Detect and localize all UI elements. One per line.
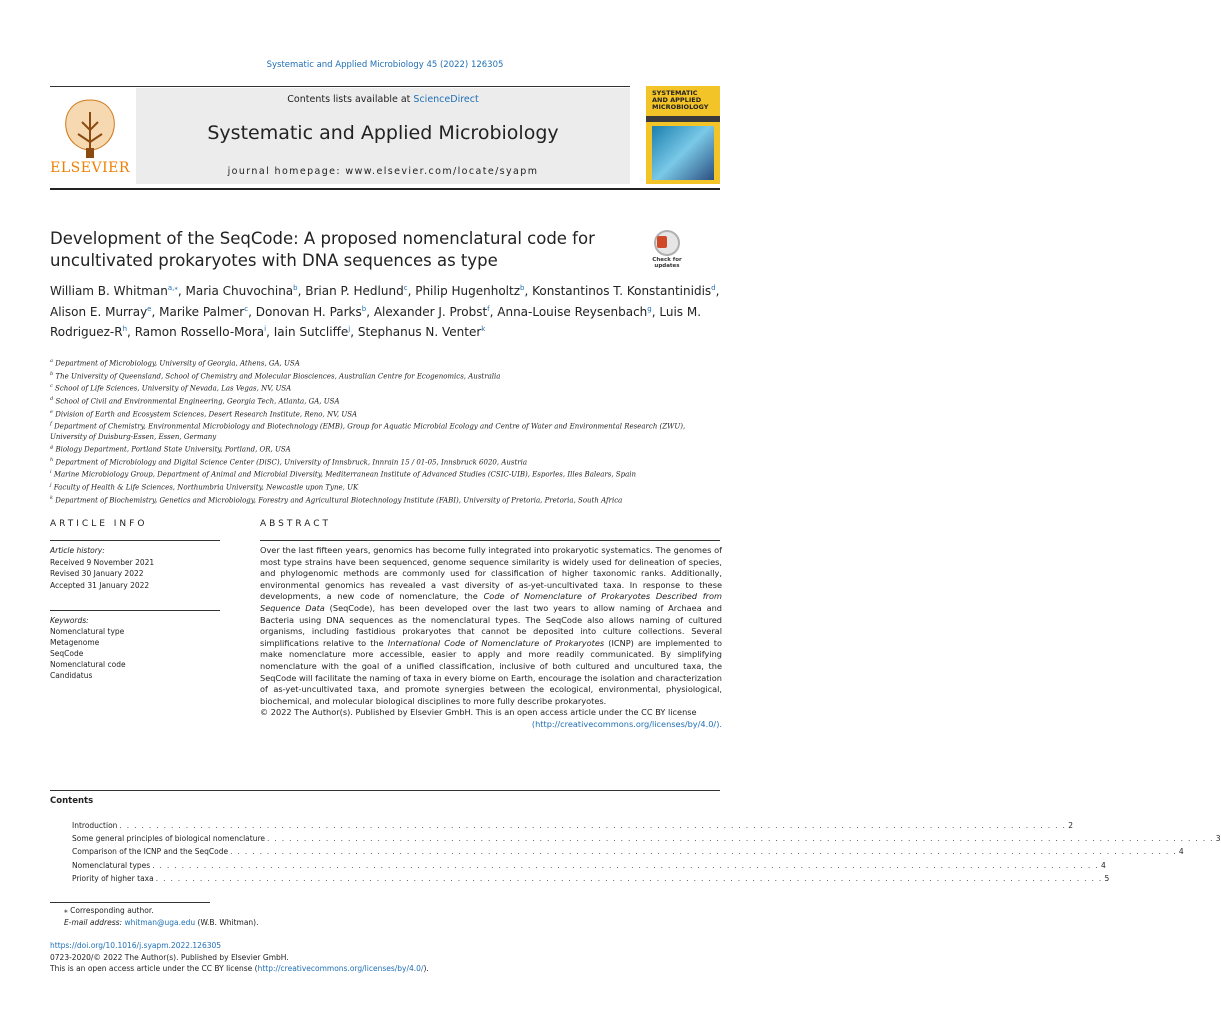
keywords-rule bbox=[50, 610, 220, 611]
toc-page: 4 bbox=[1100, 860, 1106, 870]
affiliation-text: The University of Queensland, School of Chemistry and Molecular Biosciences, Australian Centre for Ecogenomics, Australia bbox=[55, 371, 501, 380]
toc-page: 5 bbox=[1104, 873, 1110, 883]
keywords-label: Keywords: bbox=[50, 616, 89, 625]
toc-leader: . . . . . . . . . . . . . . . . . . . . . . . . . . . . . . . . . . . . . . . . . . . . . . . . . . . . . . . . . . . . . . . . . . . . . . . . . . . . . . . . . . . . . . . . . . . . . . . . . . . . . . . . . . . . . . . . . . . . . . . . . . . . . . . . . bbox=[119, 821, 1067, 830]
affiliation bbox=[50, 419, 720, 442]
toc-page: 2 bbox=[1068, 821, 1073, 830]
cover-title-line-1: SYSTEMATIC bbox=[652, 89, 698, 97]
abstract-code-name-1: Code of Nomenclature of Prokaryotes Described from Sequence Data bbox=[260, 591, 723, 613]
author-affiliation-mark[interactable]: k bbox=[481, 325, 486, 333]
homepage-url[interactable]: www.elsevier.com/locate/syapm bbox=[345, 166, 539, 177]
author-separator: , bbox=[524, 284, 533, 298]
author-name[interactable]: Alexander J. Probst bbox=[373, 304, 488, 319]
toc-title: Priority of higher taxa bbox=[72, 873, 154, 883]
author-affiliation-mark[interactable]: b bbox=[520, 284, 525, 292]
author-affiliation-mark[interactable]: i bbox=[264, 325, 267, 333]
email-link[interactable]: whitman@uga.edu bbox=[124, 917, 196, 927]
affiliation-text: School of Civil and Environmental Engineering, Georgia Tech, Atlanta, GA, USA bbox=[55, 397, 340, 406]
abstract-code-name-2: International Code of Nomenclature of Prokaryotes bbox=[387, 637, 605, 648]
masthead-rule bbox=[50, 188, 720, 190]
keywords-block bbox=[50, 615, 220, 681]
affiliation-text: Marine Microbiology Group, Department of Animal and Microbial Diversity, Mediterranean Institute of Advanced Studies (CSIC-UIB), Esporles, Illes Balears, Spain bbox=[53, 470, 637, 479]
affiliation-key: f bbox=[50, 421, 52, 428]
top-rule bbox=[50, 86, 630, 87]
affiliation-text: Faculty of Health & Life Sciences, Northumbria University, Newcastle upon Tyne, UK bbox=[53, 483, 359, 492]
affiliation bbox=[50, 442, 720, 455]
author-affiliation-mark[interactable]: b bbox=[293, 284, 298, 292]
cover-stripe bbox=[646, 116, 720, 122]
footnote-mark: ⁎ bbox=[64, 906, 68, 915]
author-name[interactable]: Anna-Louise Reysenbach bbox=[497, 304, 648, 319]
footnote-rule bbox=[50, 902, 210, 903]
homepage-prefix: journal homepage: bbox=[227, 166, 346, 177]
abstract-body bbox=[260, 545, 722, 731]
toc-page: 4 bbox=[1178, 847, 1184, 857]
author-affiliation-mark[interactable]: c bbox=[244, 304, 249, 313]
affiliation-key: d bbox=[50, 395, 54, 402]
affiliation-key: k bbox=[50, 494, 54, 501]
author-name[interactable]: William B. Whitman bbox=[50, 284, 168, 298]
author-affiliation-mark[interactable]: a,⁎ bbox=[167, 284, 178, 292]
revised-date: Revised 30 January 2022 bbox=[50, 569, 144, 578]
affiliation bbox=[50, 381, 720, 394]
check-for-updates-button[interactable] bbox=[648, 230, 686, 270]
affiliation-list bbox=[50, 356, 720, 505]
abstract-copyright: © 2022 The Author(s). Published by Elsevier GmbH. This is an open access article under the CC BY license bbox=[260, 707, 697, 718]
affiliation-text: Department of Chemistry, Environmental Microbiology and Biotechnology (EMB), Group for Aquatic Microbial Ecology and Centre of Water and Environmental Research (ZWU), University of Duisburg-Essen, Essen, Germany bbox=[50, 422, 686, 441]
journal-reference[interactable]: Systematic and Applied Microbiology 45 (2022) 126305 bbox=[266, 60, 504, 70]
affiliation-key: c bbox=[50, 383, 53, 390]
author-name[interactable]: Konstantinos T. Konstantinidis bbox=[532, 284, 712, 298]
affiliation bbox=[50, 493, 720, 506]
toc-leader: . . . . . . . . . . . . . . . . . . . . . . . . . . . . . . . . . . . . . . . . . . . . . . . . . . . . . . . . . . . . . . . . . . . . . . . . . . . . . . . . . . . . . . . . . . . . . . . . . . . . . . . . . . . . . . . . . . . . . . . . . . . . . . . . . bbox=[152, 860, 1099, 870]
affiliation-text: Division of Earth and Ecosystem Sciences, Desert Research Institute, Reno, NV, USA bbox=[55, 409, 358, 418]
abstract-text-3: (ICNP) are implemented to make nomenclature more accessible, easier to apply and more readily communicated. By simplifying nomenclature with the goal of a unified classification, inclusive of both cultured and uncultured taxa, the SeqCode will facilitate the naming of taxa in every biome on Earth, encourage the isolation and characterization of as-yet-uncultivated taxa, and promote synergies between the ecological, environmental, physiological, biochemical, and molecular biological disciplines to more fully describe prokaryotes. bbox=[260, 637, 722, 706]
article-history bbox=[50, 545, 220, 591]
affiliation-key: i bbox=[50, 469, 52, 476]
affiliation-key: h bbox=[50, 456, 54, 463]
contents-heading: Contents bbox=[50, 796, 94, 806]
keyword: Metagenome bbox=[50, 638, 100, 647]
affiliation-key: e bbox=[50, 408, 53, 415]
affiliation-text: Department of Microbiology and Digital Science Center (DiSC), University of Innsbruck, Innrain 15 / 01-05, Innsbruck 6020, Austria bbox=[55, 458, 528, 466]
toc-leader: . . . . . . . . . . . . . . . . . . . . . . . . . . . . . . . . . . . . . . . . . . . . . . . . . . . . . . . . . . . . . . . . . . . . . . . . . . . . . . . . . . . . . . . . . . . . . . . . . . . . . . . . . . . . . . . . . . . . . . . . . . . . . . . . . bbox=[230, 847, 1177, 857]
author-affiliation-mark[interactable]: j bbox=[348, 325, 351, 333]
author-name[interactable]: Maria Chuvochina bbox=[185, 284, 294, 298]
affiliation bbox=[50, 407, 720, 420]
license-link[interactable]: (http://creativecommons.org/licenses/by/4.0/). bbox=[531, 718, 722, 729]
cover-title-line-3: MICROBIOLOGY bbox=[652, 103, 709, 111]
accepted-date: Accepted 31 January 2022 bbox=[50, 580, 150, 590]
author-separator: , bbox=[366, 304, 374, 319]
author-name[interactable]: Luis M. Rodriguez-R bbox=[50, 304, 702, 339]
affiliation bbox=[50, 369, 720, 382]
article-title: Development of the SeqCode: A proposed nomenclatural code for uncultivated prokaryotes with DNA sequences as type bbox=[50, 229, 595, 270]
check-updates-label: Check for updates bbox=[652, 257, 682, 269]
affiliation-key: b bbox=[50, 370, 54, 377]
cover-artwork bbox=[652, 126, 714, 180]
issn-line: 0723-2020/© 2022 The Author(s). Published by Elsevier GmbH. bbox=[50, 952, 289, 962]
author-affiliation-mark[interactable]: f bbox=[487, 304, 490, 313]
author-name[interactable]: Donovan H. Parks bbox=[255, 304, 362, 319]
author-separator: , bbox=[350, 325, 358, 339]
toc-entry[interactable] bbox=[72, 819, 1073, 832]
author-name[interactable]: Ramon Rossello-Mora bbox=[134, 325, 265, 339]
affiliation-text: School of Life Sciences, University of Nevada, Las Vegas, NV, USA bbox=[55, 384, 292, 393]
toc-title: Some general principles of biological nomenclature bbox=[72, 834, 265, 844]
author-name[interactable]: Alison E. Murray bbox=[50, 304, 148, 319]
doi-block bbox=[50, 940, 720, 975]
affiliation bbox=[50, 455, 720, 468]
affiliation-text: Department of Biochemistry, Genetics and Microbiology, Forestry and Agricultural Biotechnology Institute (FABI), University of Pretoria, Pretoria, South Africa bbox=[55, 495, 623, 504]
abstract-heading: ABSTRACT bbox=[260, 519, 332, 529]
cover-title bbox=[652, 90, 718, 111]
table-of-contents bbox=[72, 819, 1221, 885]
abstract-bottom-rule bbox=[50, 790, 720, 791]
keyword: Nomenclatural code bbox=[50, 660, 126, 669]
affiliation-text: Biology Department, Portland State University, Portland, OR, USA bbox=[55, 445, 291, 454]
author-affiliation-mark[interactable]: e bbox=[147, 304, 152, 313]
email-label: E-mail address: bbox=[64, 917, 125, 927]
toc-entry[interactable] bbox=[72, 872, 1110, 885]
toc-entry[interactable] bbox=[72, 845, 1184, 858]
oa-suffix: ). bbox=[423, 964, 429, 973]
oa-prefix: This is an open access article under the CC BY license ( bbox=[50, 964, 258, 973]
article-info-rule bbox=[50, 540, 220, 541]
author-separator: , bbox=[715, 284, 720, 298]
history-label: Article history: bbox=[50, 546, 105, 555]
affiliation bbox=[50, 394, 720, 407]
email-suffix: (W.B. Whitman). bbox=[195, 917, 259, 927]
author-list bbox=[50, 280, 720, 342]
author-separator: , bbox=[177, 284, 186, 298]
abstract-rule bbox=[260, 540, 720, 541]
publisher-name[interactable]: ELSEVIER bbox=[50, 160, 130, 176]
doi-link[interactable]: https://doi.org/10.1016/j.syapm.2022.126305 bbox=[50, 941, 222, 950]
journal-title: Systematic and Applied Microbiology bbox=[207, 122, 559, 144]
author-name[interactable]: Brian P. Hedlund bbox=[305, 284, 404, 298]
author-separator: , bbox=[248, 304, 256, 319]
toc-title: Introduction bbox=[72, 821, 118, 830]
corresponding-author-footnote bbox=[50, 905, 720, 928]
author-separator: , bbox=[651, 304, 660, 319]
author-separator: , bbox=[489, 304, 498, 319]
article-info-heading: ARTICLE INFO bbox=[50, 519, 148, 529]
author-affiliation-mark[interactable]: d bbox=[711, 284, 716, 292]
keyword: Nomenclatural type bbox=[50, 627, 125, 636]
author-separator: , bbox=[266, 325, 274, 339]
author-affiliation-mark[interactable]: c bbox=[403, 284, 408, 292]
toc-leader: . . . . . . . . . . . . . . . . . . . . . . . . . . . . . . . . . . . . . . . . . . . . . . . . . . . . . . . . . . . . . . . . . . . . . . . . . . . . . . . . . . . . . . . . . . . . . . . . . . . . . . . . . . . . . . . . . . . . . . . . . . . . . . . . . bbox=[266, 834, 1214, 844]
author-name[interactable]: Iain Sutcliffe bbox=[273, 325, 349, 339]
oa-license-link[interactable]: http://creativecommons.org/licenses/by/4.0/ bbox=[257, 964, 424, 973]
keyword: Candidatus bbox=[50, 671, 93, 680]
author-separator: , bbox=[127, 325, 135, 339]
author-name[interactable]: Marike Palmer bbox=[159, 304, 245, 319]
affiliation-text: Department of Microbiology, University of Georgia, Athens, GA, USA bbox=[55, 359, 300, 368]
abstract-text-2: (SeqCode), has been developed over the last two years to allow naming of Archaea and Bacteria using DNA sequences as the nomenclatural types. The SeqCode also allows naming of cultured organisms, including fastidious prokaryotes that cannot be deposited into culture collections. Several simplifications relative to the bbox=[260, 602, 722, 648]
author-separator: , bbox=[151, 304, 160, 319]
toc-leader: . . . . . . . . . . . . . . . . . . . . . . . . . . . . . . . . . . . . . . . . . . . . . . . . . . . . . . . . . . . . . . . . . . . . . . . . . . . . . . . . . . . . . . . . . . . . . . . . . . . . . . . . . . . . . . . . . . . . . . . . . . . . . . . . . bbox=[155, 873, 1103, 883]
toc-entry[interactable] bbox=[72, 859, 1106, 872]
cover-title-line-2: AND APPLIED bbox=[652, 96, 702, 104]
author-name[interactable]: Stephanus N. Venter bbox=[357, 325, 482, 339]
affiliation bbox=[50, 356, 720, 369]
abstract-text-1: Over the last fifteen years, genomics has become fully integrated into prokaryotic systematics. The genomes of most type strains have been sequenced, genome sequence similarity is widely used for delineation of species, and phylogenomic methods are commonly used for classification of higher taxonomic ranks. Additionally, environmental genomics has revealed a vast diversity of as-yet-uncultivated taxa. In response to these developments, a new code of nomenclature, the bbox=[260, 545, 722, 602]
sciencedirect-link[interactable]: ScienceDirect bbox=[413, 94, 479, 105]
author-separator: , bbox=[297, 284, 306, 298]
author-separator: , bbox=[407, 284, 416, 298]
contents-prefix: Contents lists available at bbox=[287, 94, 414, 105]
toc-entry[interactable] bbox=[72, 832, 1221, 845]
received-date: Received 9 November 2021 bbox=[50, 557, 155, 567]
toc-page: 3 bbox=[1215, 834, 1221, 844]
contents-line bbox=[136, 94, 630, 105]
journal-cover-image[interactable] bbox=[646, 86, 720, 184]
affiliation-key: a bbox=[50, 358, 53, 364]
affiliation bbox=[50, 480, 720, 493]
corresponding-label: Corresponding author. bbox=[70, 906, 154, 915]
journal-homepage bbox=[136, 166, 630, 177]
toc-title: Comparison of the ICNP and the SeqCode bbox=[72, 847, 229, 857]
toc-title: Nomenclatural types bbox=[72, 860, 151, 870]
author-affiliation-mark[interactable]: b bbox=[361, 304, 367, 313]
keyword: SeqCode bbox=[50, 649, 84, 658]
affiliation-key: g bbox=[50, 444, 54, 451]
author-affiliation-mark[interactable]: h bbox=[122, 325, 128, 333]
affiliation bbox=[50, 467, 720, 480]
bookmark-icon bbox=[657, 236, 667, 248]
affiliation-key: j bbox=[50, 481, 52, 488]
author-affiliation-mark[interactable]: g bbox=[647, 304, 652, 313]
author-name[interactable]: Philip Hugenholtz bbox=[415, 284, 521, 298]
